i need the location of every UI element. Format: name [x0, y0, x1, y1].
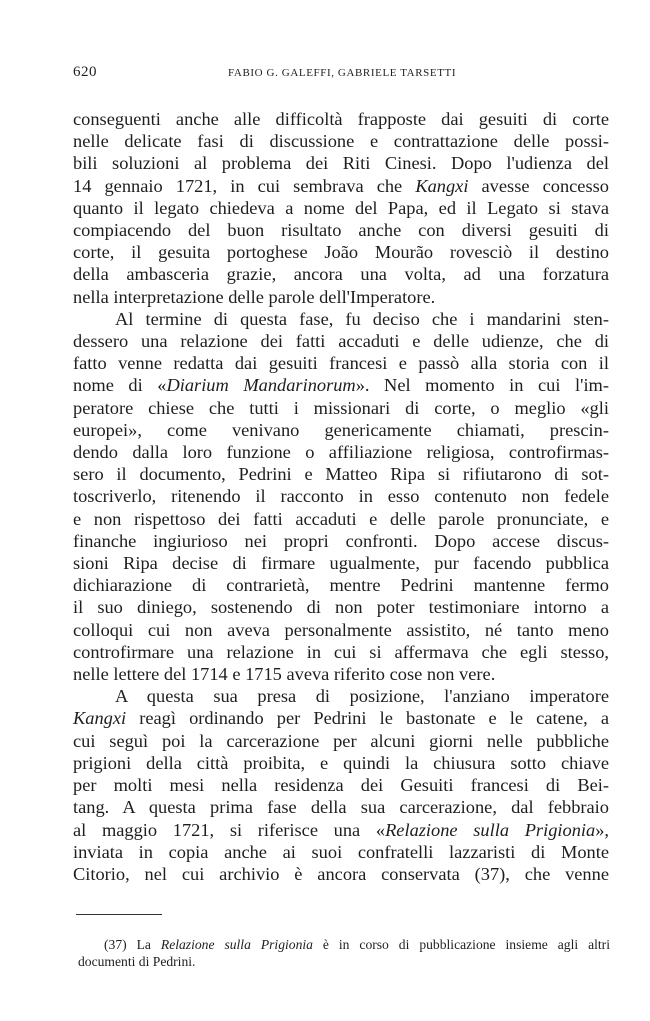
text-line: sero il documento, Pedrini e Matteo Ripa si rifiutarono di sot-	[73, 464, 609, 485]
text-run: è in corso di pubblicazione insieme agli altri	[312, 937, 610, 952]
text-line: finanche ingiurioso nei propri confronti. Dopo accese discus-	[73, 530, 609, 551]
text-line: inviata in copia anche ai suoi confratelli lazzaristi di Monte	[73, 841, 609, 862]
text-line	[73, 374, 609, 396]
text-run: »,	[595, 819, 609, 840]
text-line: sioni Ripa decise di firmare ugualmente, pur facendo pubblica	[73, 553, 609, 574]
italic-title: Kangxi	[73, 708, 127, 729]
text-line: fatto venne redatta dai gesuiti francesi e passò alla storia con il	[73, 353, 609, 374]
paragraph-1	[73, 108, 609, 308]
italic-title: Kangxi	[415, 175, 469, 196]
text-line: A questa sua presa di posizione, l'anziano imperatore	[115, 686, 609, 707]
italic-title: Diarium Mandarinorum	[166, 375, 356, 396]
text-line: dendo dalla loro funzione o affiliazione religiosa, controfirmas-	[73, 442, 609, 463]
footnote-rule	[76, 914, 162, 915]
running-head-authors: FABIO G. GALEFFI, GABRIELE TARSETTI	[228, 67, 457, 79]
text-line: corte, il gesuita portoghese João Mourão rovesciò il destino	[73, 242, 609, 263]
text-line: della ambasceria grazie, ancora una volta, ad una forzatura	[73, 264, 609, 285]
text-line: nelle delicate fasi di discussione e contrattazione delle possi-	[73, 131, 609, 152]
footnote-line	[78, 936, 610, 953]
footnote-line: documenti di Pedrini.	[78, 954, 196, 969]
italic-title: Relazione sulla Prigionia	[160, 937, 313, 952]
italic-title: Relazione sulla Prigionia	[385, 819, 596, 840]
text-line	[73, 707, 609, 729]
text-line: bili soluzioni al problema dei Riti Cinesi. Dopo l'udienza del	[73, 153, 609, 174]
text-line: Al termine di questa fase, fu deciso che i mandarini sten-	[115, 308, 609, 329]
running-header	[73, 64, 593, 84]
text-line: quanto il legato chiedeva a nome del Papa, ed il Legato si stava	[73, 197, 609, 218]
text-run: avesse concesso	[468, 175, 609, 196]
text-line: tang. A questa prima fase della sua carcerazione, dal febbraio	[73, 797, 609, 818]
text-line: dichiarazione di contrarietà, mentre Pedrini mantenne fermo	[73, 575, 609, 596]
paragraph-2	[73, 308, 609, 685]
text-run: (37) La	[104, 937, 161, 952]
text-line: nelle lettere del 1714 e 1715 aveva riferito cose non vere.	[73, 664, 496, 685]
text-line: nella interpretazione delle parole dell'Imperatore.	[73, 286, 436, 307]
page-number: 620	[73, 64, 97, 80]
text-line	[73, 175, 609, 197]
text-line: peratore chiese che tutti i missionari di corte, o meglio «gli	[73, 397, 609, 418]
text-line: Citorio, nel cui archivio è ancora conservata (37), che venne	[73, 863, 609, 884]
text-line: e non rispettoso dei fatti accaduti e delle parole pronunciate, e	[73, 508, 609, 529]
text-line: controfirmare una relazione in cui si affermava che egli stesso,	[73, 641, 609, 662]
text-line: europei», come venivano genericamente chiamati, prescin-	[73, 419, 609, 440]
text-run: 14 gennaio 1721, in cui sembrava che	[73, 175, 416, 196]
text-line: per molti mesi nella residenza dei Gesuiti francesi di Bei-	[73, 775, 609, 796]
text-run: ». Nel momento in cui l'im-	[355, 375, 609, 396]
footnote-37	[78, 936, 610, 970]
body-text	[73, 108, 609, 885]
text-line: il suo diniego, sostenendo di non poter testimoniare intorno a	[73, 597, 609, 618]
text-line	[73, 819, 609, 841]
text-line: toscriverlo, ritenendo il racconto in esso contenuto non fedele	[73, 486, 609, 507]
text-line: compiacendo del buon risultato anche con diversi gesuiti di	[73, 220, 609, 241]
text-line: cui seguì poi la carcerazione per alcuni giorni nelle pubbliche	[73, 730, 609, 751]
text-run: al maggio 1721, si riferisce una «	[73, 819, 386, 840]
text-line: colloqui cui non aveva personalmente assistito, né tanto meno	[73, 619, 609, 640]
paragraph-3	[73, 685, 609, 885]
text-line: dessero una relazione dei fatti accaduti e delle udienze, che di	[73, 331, 609, 352]
text-line: prigioni della città proibita, e quindi la chiusura sotto chiave	[73, 752, 609, 773]
text-line: conseguenti anche alle difficoltà frapposte dai gesuiti di corte	[73, 109, 609, 129]
text-run: reagì ordinando per Pedrini le bastonate e le catene, a	[126, 708, 609, 729]
text-run: nome di «	[73, 375, 167, 396]
